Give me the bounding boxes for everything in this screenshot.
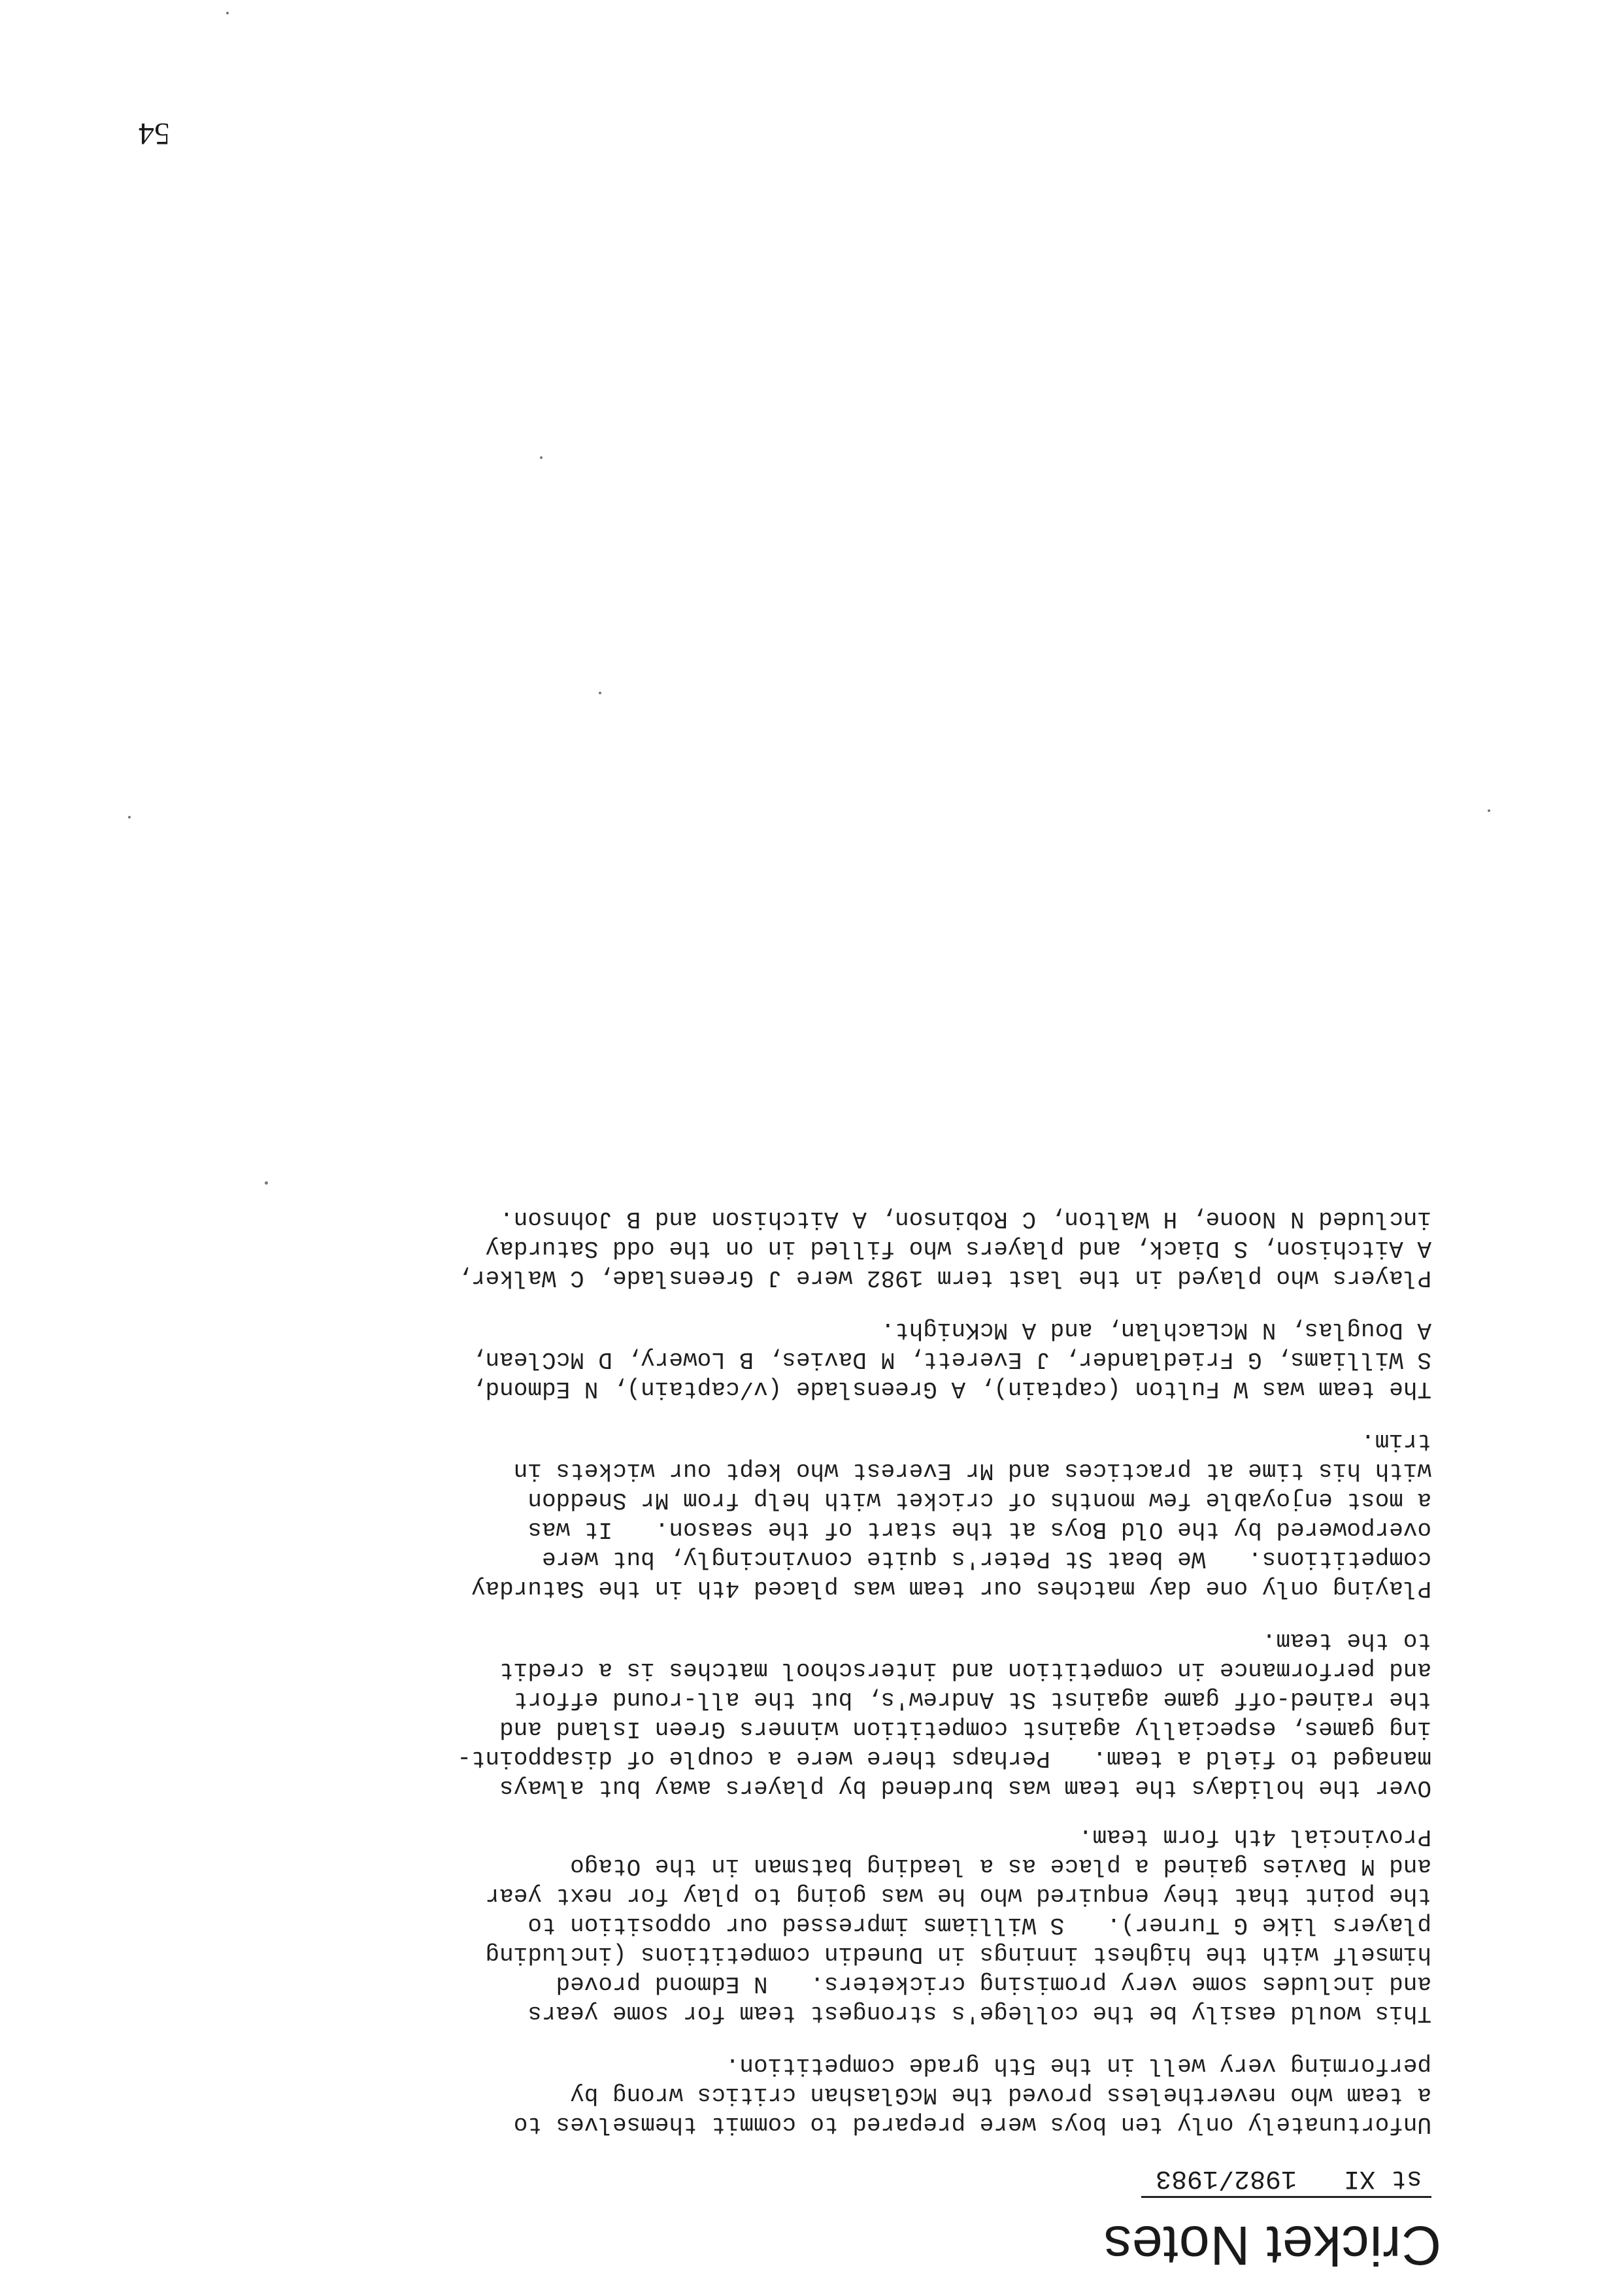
text-line: with his time at practices and Mr Everest who kept our wickets in [513,1457,1431,1484]
text-line: A Aitchison, S Diack, and players who filled in on the odd Saturday [485,1235,1431,1262]
text-line: and includes some very promising cricketers. N Edmond proved [556,1970,1431,1997]
text-line: the rained-off game against St Andrew's, but the all-round effort [513,1686,1431,1713]
text-line: to the team. [1262,1627,1431,1654]
text-line: overpowered by the Old Boys at the start of the season. It was [527,1516,1431,1543]
text-line: Playing only one day matches our team was placed 4th in the Saturday [471,1575,1431,1602]
text-line: ing games, especially against competition winners Green Island and [499,1715,1431,1742]
text-line: A Douglas, N McLachlan, and A McKnight. [880,1317,1431,1343]
scan-speck [1488,809,1490,812]
text-line: performing very well in the 5th grade competition. [725,2052,1431,2079]
paragraph-intro [307,2051,1431,2139]
text-line: managed to field a team. Perhaps there were a couple of disappoint- [457,1745,1431,1772]
text-line: S Williams, G Friedlander, J Everett, M Davies, B Lowery, D McClean, [471,1346,1431,1373]
team-season-subtitle: st XI 1982/1983 [1141,2161,1431,2198]
paragraph-strongest-team [307,1822,1431,2028]
document-title: Cricket Notes [1103,2215,1441,2276]
page-number: 54 [139,116,170,151]
text-line: The team was W Fulton (captain), A Greenslade (v/captain), N Edmond, [471,1376,1431,1402]
text-line: Unfortunately only ten boys were prepared to commit themselves to [513,2111,1431,2138]
paragraph-saturday-competition [307,1427,1431,1603]
scan-speck [128,816,131,819]
scan-speck [265,1181,268,1185]
text-line: players like G Turner). S Williams impressed our opposition to [527,1912,1431,1938]
scan-speck [226,12,229,14]
text-line: a most enjoyable few months of cricket with help from Mr Sneddon [527,1487,1431,1513]
text-line: a team who nevertheless proved the McGlashan critics wrong by [570,2082,1431,2108]
text-line: included N Noone, H Walton, C Robinson, A Aitchison and B Johnson. [499,1206,1431,1232]
scan-speck [540,456,543,459]
text-line: Players who played in the last term 1982 were J Greenslade, C Walker, [457,1264,1431,1291]
text-line: and M Davies gained a place as a leading batsman in the Otago [570,1853,1431,1880]
text-line: and performance in competition and interschool matches is a credit [499,1657,1431,1683]
paragraph-other-players [307,1204,1431,1292]
text-line: This would easily be the college's strongest team for some years [527,2000,1431,2027]
text-line: himself with the highest innings in Dunedin competitions (including [485,1941,1431,1968]
paragraph-team-list [307,1315,1431,1404]
paragraph-holidays [307,1626,1431,1802]
text-line: the point that they enquired who he was going to play for next year [485,1882,1431,1909]
text-line: Over the holidays the team was burdened by players away but always [499,1774,1431,1801]
text-line: competitions. We beat St Peter's quite convincingly, but were [541,1545,1431,1572]
text-line: Provincial 4th form team. [1078,1823,1431,1850]
scan-speck [599,692,601,694]
text-line: trim. [1360,1428,1431,1455]
